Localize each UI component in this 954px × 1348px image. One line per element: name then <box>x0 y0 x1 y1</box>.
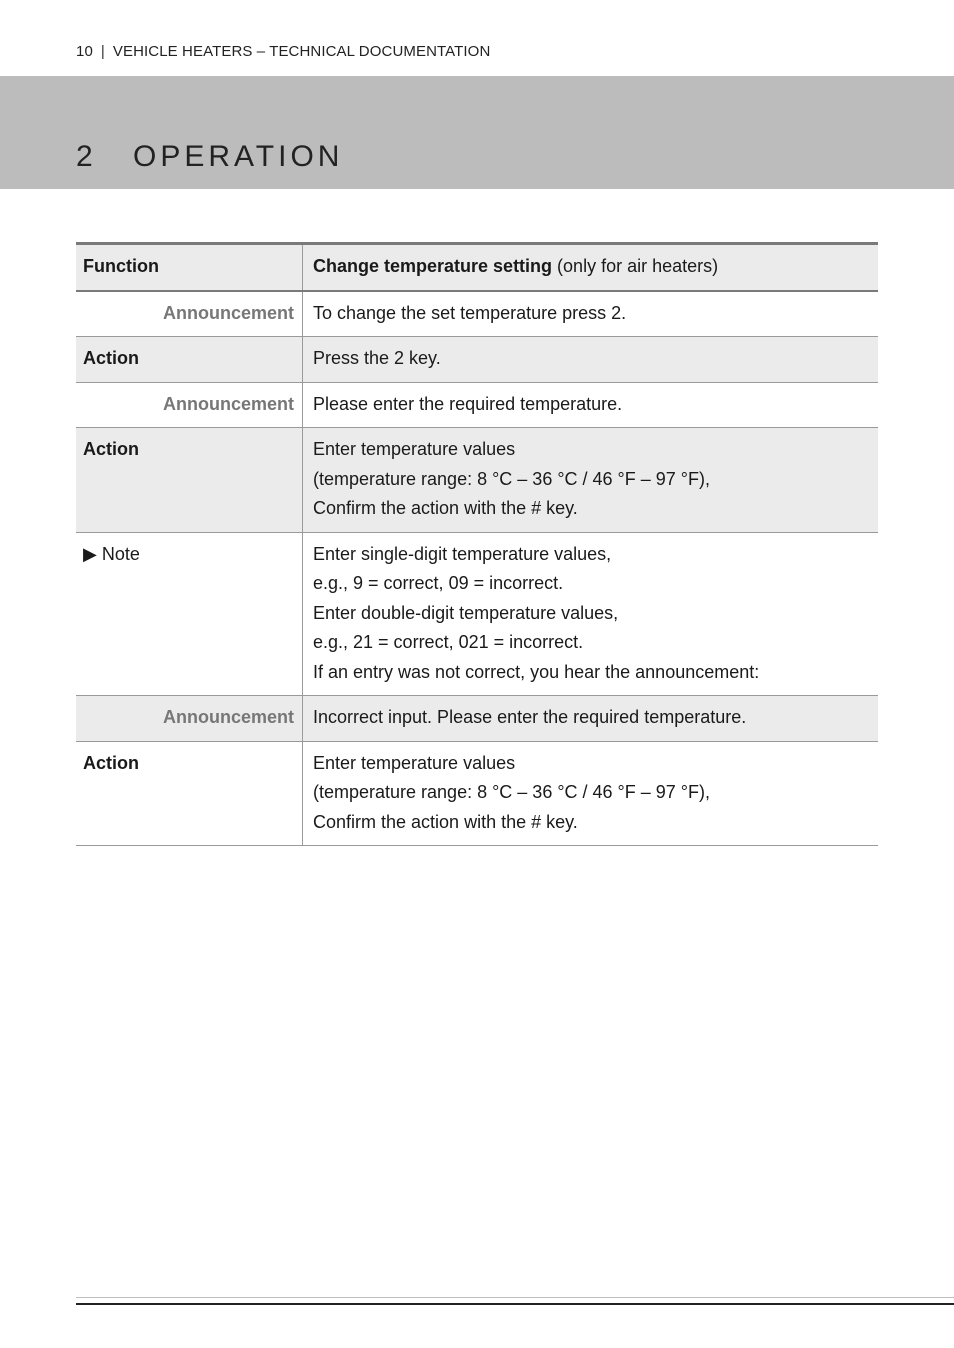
row-label-cell <box>76 741 303 846</box>
row-text-line: Confirm the action with the # key. <box>313 498 578 518</box>
table-row <box>76 382 878 428</box>
row-text-cell <box>303 696 879 742</box>
function-qualifier: (only for air heaters) <box>552 256 719 276</box>
row-text-line: Incorrect input. Please enter the required temperature. <box>313 707 747 727</box>
row-text-cell <box>303 382 879 428</box>
function-label: Function <box>83 256 159 276</box>
row-text-line: (temperature range: 8 °C – 36 °C / 46 °F – 97 °F), <box>313 782 710 802</box>
row-text-cell <box>303 741 879 846</box>
document-title: VEHICLE HEATERS – TECHNICAL DOCUMENTATION <box>112 43 491 60</box>
chapter-heading <box>76 140 343 174</box>
table-row <box>76 696 878 742</box>
table-row <box>76 532 878 696</box>
row-text-line: Confirm the action with the # key. <box>313 811 578 832</box>
row-label-cell <box>76 382 303 428</box>
row-text-line: Please enter the required temperature. <box>313 393 623 414</box>
row-text-line: Enter single-digit temperature values, <box>313 543 612 564</box>
table-row <box>76 337 878 383</box>
action-label: Action <box>83 348 139 368</box>
page-number: 10 <box>76 43 93 60</box>
row-text-cell <box>303 428 879 533</box>
function-label-cell <box>76 244 303 291</box>
row-text-line: (temperature range: 8 °C – 36 °C / 46 °F – 97 °F), <box>313 468 710 489</box>
announcement-label: Announcement <box>162 302 294 323</box>
action-label: Action <box>83 752 139 773</box>
row-label-cell <box>76 428 303 533</box>
function-name: Change temperature setting <box>313 256 553 276</box>
row-label-cell <box>76 291 303 337</box>
running-header <box>76 43 490 60</box>
row-text-line: If an entry was not correct, you hear the announcement: <box>313 661 760 682</box>
announcement-label: Announcement <box>162 707 294 727</box>
header-separator: | <box>100 43 105 60</box>
footer-rule <box>76 1303 954 1305</box>
chapter-title: OPERATION <box>133 140 344 173</box>
function-value-cell <box>303 244 879 291</box>
table-row <box>76 428 878 533</box>
action-label: Action <box>83 439 139 459</box>
row-label-cell <box>76 532 303 696</box>
note-label: Note <box>101 543 140 564</box>
row-text-line: To change the set temperature press 2. <box>313 302 627 323</box>
row-text-line: Press the 2 key. <box>313 348 441 368</box>
row-label-cell <box>76 696 303 742</box>
operation-table <box>76 242 878 846</box>
announcement-label: Announcement <box>162 393 294 414</box>
row-text-line: Enter double-digit temperature values, <box>313 602 619 623</box>
row-text-cell <box>303 291 879 337</box>
chapter-number: 2 <box>76 140 97 173</box>
row-text-cell <box>303 337 879 383</box>
table-row <box>76 741 878 846</box>
table-row <box>76 291 878 337</box>
table-header-row <box>76 244 878 291</box>
row-text-line: Enter temperature values <box>313 439 516 459</box>
row-text-line: e.g., 9 = correct, 09 = incorrect. <box>313 573 564 593</box>
footer-rule-thin <box>76 1297 954 1298</box>
note-arrow-icon: ▶ <box>83 543 97 564</box>
row-text-cell <box>303 532 879 696</box>
row-text-line: Enter temperature values <box>313 752 516 773</box>
row-text-line: e.g., 21 = correct, 021 = incorrect. <box>313 632 584 652</box>
row-label-cell <box>76 337 303 383</box>
